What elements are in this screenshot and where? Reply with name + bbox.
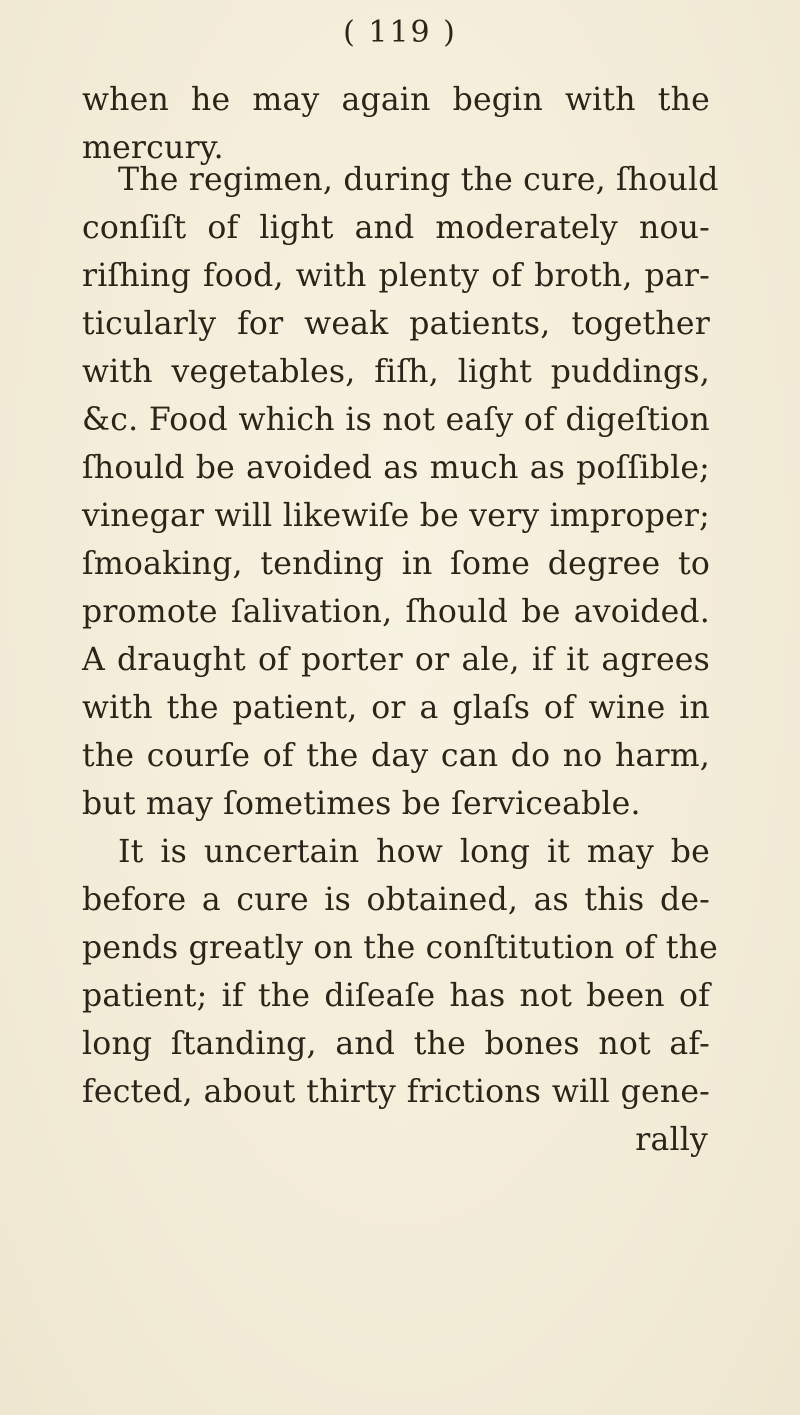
text-line: &c. Food which is not eaſy of digeſtion (82, 402, 710, 438)
text-line: promote ſalivation, ſhould be avoided. (82, 594, 710, 630)
text-line: patient; if the diſeaſe has not been of (82, 978, 710, 1014)
text-line: but may ſometimes be ſerviceable. (82, 786, 641, 822)
text-line: fected, about thirty frictions will gene- (82, 1074, 710, 1110)
text-line: before a cure is obtained, as this de- (82, 882, 710, 918)
text-line: with vegetables, fiſh, light puddings, (82, 354, 710, 390)
text-line: conſiſt of light and moderately nou- (82, 210, 710, 246)
text-line: A draught of porter or ale, if it agrees (82, 642, 710, 678)
text-line: pends greatly on the conſtitution of the (82, 930, 718, 966)
catchword: rally (635, 1122, 708, 1158)
text-line: ſhould be avoided as much as poſſible; (82, 450, 710, 486)
text-line: when he may again begin with the (82, 82, 710, 118)
text-line: long ſtanding, and the bones not af- (82, 1026, 710, 1062)
text-line: riſhing food, with plenty of broth, par- (82, 258, 710, 294)
text-line: the courſe of the day can do no harm, (82, 738, 710, 774)
page-number: ( 119 ) (343, 15, 457, 50)
text-line: with the patient, or a glaſs of wine in (82, 690, 710, 726)
text-line: ticularly for weak patients, together (82, 306, 710, 342)
text-line: ſmoaking, tending in ſome degree to (82, 546, 710, 582)
text-line: mercury. (82, 130, 224, 166)
text-line: vinegar will likewiſe be very improper; (82, 498, 710, 534)
text-line: It is uncertain how long it may be (118, 834, 710, 870)
text-line: The regimen, during the cure, ſhould (118, 162, 719, 198)
